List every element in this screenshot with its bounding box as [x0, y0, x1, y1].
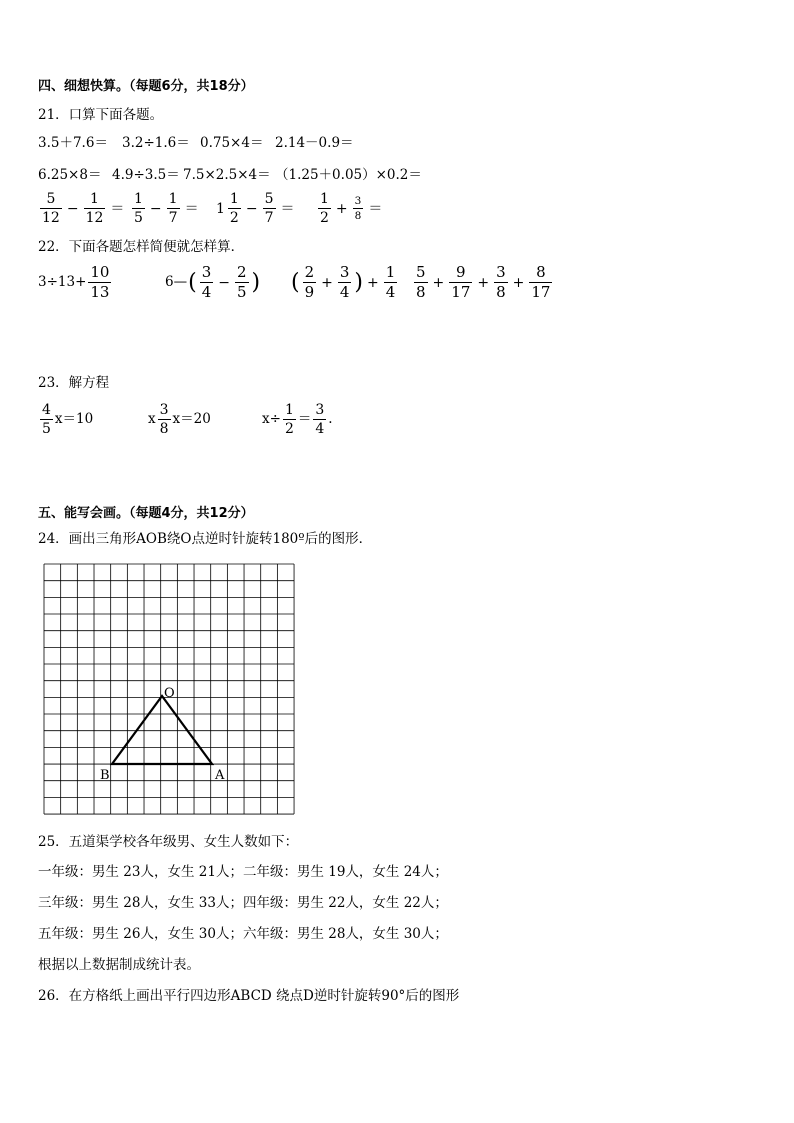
- fraction: $\frac{9}{17}$: [451, 263, 471, 301]
- q25-line-3: 五年级：男生 26人，女生 30人；六年级：男生 28人，女生 30人；: [38, 926, 448, 942]
- q23-title: 23．解方程: [38, 375, 110, 391]
- fraction: $\frac{3}{4}$: [315, 402, 325, 437]
- q22-e2: 6— ( $\frac{3}{4}$ − $\frac{2}{5}$ ): [165, 263, 261, 301]
- fraction: $\frac{5}{8}$: [416, 263, 426, 301]
- q21-r2-e4: （1.25＋0.05）×0.2＝: [275, 167, 422, 183]
- q21-r1-e4: 2.14－0.9＝: [275, 135, 354, 151]
- fraction: $\frac{1}{2}$: [320, 191, 329, 226]
- fraction: $\frac{10}{13}$: [90, 263, 110, 301]
- fraction: $\frac{3}{4}$: [339, 263, 350, 301]
- q22-e3: ( $\frac{2}{9}$ + $\frac{3}{4}$ ) + $\frac{1}{4}$: [291, 263, 396, 301]
- fraction: $\frac{3}{8}$: [354, 194, 362, 222]
- fraction: $\frac{1}{2}$: [284, 402, 294, 437]
- q23-e1: $\frac{4}{5}$ x＝10: [42, 402, 94, 437]
- q22-e4: $\frac{5}{8}$ + $\frac{9}{17}$ + $\frac{3}{8}$ + $\frac{8}{17}$: [416, 263, 551, 301]
- section-4-title: 四、细想快算。（每题6分，共18分）: [38, 79, 254, 94]
- q21-r3-e3: 1 $\frac{1}{2}$ − $\frac{5}{7}$ ＝: [216, 191, 295, 226]
- label-a: A: [215, 768, 225, 783]
- fraction: $\frac{1}{5}$: [134, 191, 143, 226]
- q21-r3-e1: $\frac{5}{12}$ − $\frac{1}{12}$ ＝: [42, 191, 125, 226]
- q21-r1-e1: 3.5＋7.6＝: [38, 135, 108, 151]
- fraction: $\frac{3}{4}$: [201, 263, 212, 301]
- q25-line-2: 三年级：男生 28人，女生 33人；四年级：男生 22人，女生 22人；: [38, 895, 448, 911]
- q21-r1-e3: 0.75×4＝: [200, 135, 264, 151]
- q23-e3: x÷ $\frac{1}{2}$ ＝ $\frac{3}{4}$ .: [262, 402, 333, 437]
- fraction: $\frac{2}{5}$: [236, 263, 247, 301]
- fraction: $\frac{1}{12}$: [85, 191, 104, 226]
- label-b: B: [100, 768, 110, 783]
- fraction: $\frac{8}{17}$: [531, 263, 551, 301]
- label-o: O: [164, 686, 175, 701]
- q21-r2-e2: 4.9÷3.5＝: [112, 167, 180, 183]
- fraction: $\frac{1}{2}$: [229, 191, 239, 226]
- grid-figure: [40, 560, 300, 818]
- fraction: $\frac{4}{5}$: [42, 402, 51, 437]
- fraction: $\frac{3}{8}$: [496, 263, 506, 301]
- q23-e2: x $\frac{3}{8}$ x＝20: [148, 402, 211, 437]
- q22-e1: 3÷13+ $\frac{10}{13}$: [38, 263, 110, 301]
- fraction: $\frac{5}{7}$: [264, 191, 274, 226]
- fraction: $\frac{1}{7}$: [168, 191, 178, 226]
- fraction: $\frac{1}{4}$: [385, 263, 396, 301]
- fraction: $\frac{5}{12}$: [42, 191, 60, 226]
- q21-r1-e2: 3.2÷1.6＝: [122, 135, 190, 151]
- q21-r2-e3: 7.5×2.5×4＝: [183, 167, 271, 183]
- q25-title: 25．五道渠学校各年级男、女生人数如下：: [38, 834, 299, 850]
- fraction: $\frac{3}{8}$: [159, 402, 169, 437]
- q21-r3-e2: $\frac{1}{5}$ − $\frac{1}{7}$ ＝: [134, 191, 199, 226]
- q25-line-1: 一年级：男生 23人，女生 21人；二年级：男生 19人，女生 24人；: [38, 864, 448, 880]
- q22-title: 22．下面各题怎样简便就怎样算．: [38, 239, 245, 255]
- q21-title: 21．口算下面各题。: [38, 107, 164, 123]
- q21-r3-e4: $\frac{1}{2}$ + $\frac{3}{8}$ ＝: [320, 191, 383, 226]
- q25-line-4: 根据以上数据制成统计表。: [38, 957, 200, 973]
- q24-title: 24．画出三角形AOB绕O点逆时针旋转180º后的图形．: [38, 531, 373, 547]
- q21-r2-e1: 6.25×8＝: [38, 167, 102, 183]
- fraction: $\frac{2}{9}$: [304, 263, 315, 301]
- q26-title: 26．在方格纸上画出平行四边形ABCD 绕点D逆时针旋转90°后的图形: [38, 988, 460, 1004]
- section-5-title: 五、能写会画。（每题4分，共12分）: [38, 506, 254, 521]
